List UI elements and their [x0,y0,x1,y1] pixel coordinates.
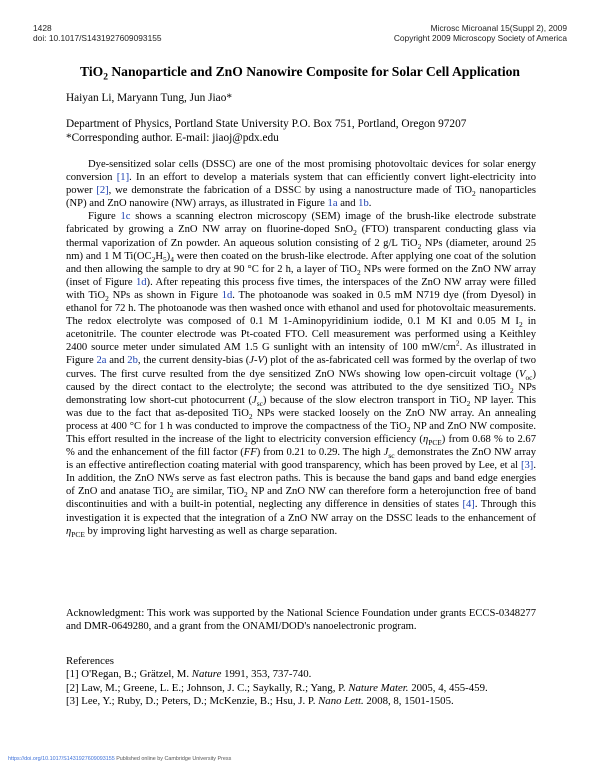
figure-link-2b[interactable]: 2b [127,355,138,367]
page-number: 1428 [33,23,52,33]
figure-link-1a[interactable]: 1a [327,198,338,210]
references-heading: References [66,655,114,667]
ref-link-4[interactable]: [4] [462,499,475,511]
references [66,655,488,709]
ref-link-2[interactable]: [2] [96,185,109,197]
footer-text: Published online by Cambridge University Press [114,756,232,762]
header-left [33,23,162,43]
header-right [394,23,567,43]
paper-title: TiO$_2$ Nanoparticle and ZnO Nanowire Composite for Solar Cell Application [80,64,520,83]
figure-link-1c[interactable]: 1c [120,211,131,223]
affiliation [66,118,466,145]
reference-item: [1] O'Regan, B.; Grätzel, M. Nature 1991, 353, 737-740. [66,668,312,681]
doi: doi: 10.1017/S1431927609093155 [33,33,162,43]
figure-link-1d-inset[interactable]: 1d [135,276,147,288]
paragraph-1: Dye-sensitized solar cells (DSSC) are one of the most promising photovoltaic devices for solar energy conversion [1]. In an effort to develop a materials system that can efficiently convert light-electricity into power [2], we demonstrate the fabrication of a DSSC by using a nanostructure made of TiO$_2$ nanoparticles (NP) and ZnO nanowire (NW) arrays, as illustrated in Figure 1a and 1b. [66,159,537,210]
copyright: Copyright 2009 Microscopy Society of America [393,33,567,43]
ref-link-3[interactable]: [3] [520,460,534,472]
affiliation-line: Department of Physics, Portland State University P.O. Box 751, Portland, Oregon 97207 [66,118,467,130]
figure-link-1d[interactable]: 1d [221,289,233,301]
body-text [66,158,536,538]
paragraph-2: Figure 1c shows a scanning electron microscopy (SEM) image of the brush-like electrode substrate fabricated by growing a ZnO NW array on fluorine-doped SnO$_2$ (FTO) transparent conducting glass via thermal vaporization of Zn powder. An aqueous solution consisting of 2 g/L TiO$_2$ NPs (diameter, around 25 nm) and 1 M $Ti(OC_2H_5)_4$ were then coated on the brush-like electrode. After applying one coat of the solution and then allowing the sample to dry at 90 °C for 2 h, a layer of TiO$_2$ NPs were formed on the ZnO NW array (inset of Figure 1d). After repeating this process five times, the interspaces of the ZnO NW array were filled with TiO$_2$ NPs as shown in Figure 1d. The photoanode was soaked in 0.5 mM N719 dye (from Dyesol) in ethanol for 72 h. The photoanode was then washed once with ethanol and used for photovoltaic measurements. The redox electrolyte was composed of 0.1 M 1-Aminopyridinium iodide, 0.1 M KI and 0.05 M $I_2$ in acetonitrile. The counter electrode was Pt-coated FTO. Cell measurement was performed using a Keithley 2400 source meter under simulated AM 1.5 G sunlight with an intensity of 100 $mW/cm^2$. As illustrated in Figure 2a and 2b, the current density-bias (J-V) plot of the as-fabricated cell was formed by the overlap of two curves. The first curve resulted from the dye sensitized ZnO NWs showing low open-circuit voltage $(V_{oc})$ caused by the direct contact to the electrolyte; the second was attributed to the dye sensitized TiO$_2$ NPs demonstrating low short-cut photocurrent $(J_{sc})$ because of the slow electron transport in TiO$_2$ NP layer. This was due to the fact that as-deposited TiO$_2$ NPs were stacked loosely on the ZnO NW array. An annealing process at 400 °C for 1 h was conducted to improve the compactness of the TiO$_2$ NP and ZnO NW composite. This effort resulted in the increase of the light to electricity conversion efficiency $(\eta_{PCE})$ from 0.68 % to 2.67 % and the enhancement of the fill factor (FF) from 0.21 to 0.29. The high $J_{sc}$ demonstrates the ZnO NW array is an effective antireflection coating material with good transparency, which has been proved by Lee, et al [3]. In addition, the ZnO NWs serve as fast electron paths. This is because the band gaps and band edge energies of ZnO and anatase TiO$_2$ are similar, TiO$_2$ NP and ZnO NW can therefore form a heterojunction free of band discontinuities and with a built-in potential, neglecting any difference in densities of states [4]. Through this investigation it is expected that the integration of a ZnO NW array on the DSSC leads to the enhancement of $\eta_{PCE}$ by improving light harvesting as well as charge separation. [66,211,537,539]
figure-link-1b[interactable]: 1b [358,198,369,210]
figure-link-2a[interactable]: 2a [96,355,107,367]
ref-link-1[interactable]: [1] [116,172,130,184]
footer-doi-link[interactable]: https://doi.org/10.1017/S1431927609093155 [8,756,115,762]
corresponding-author: *Corresponding author. E-mail: jiaoj@pdx.edu [66,131,279,144]
reference-item: [3] Lee, Y.; Ruby, D.; Peters, D.; McKenzie, B.; Hsu, J. P. Nano Lett. 2008, 8, 1501-1505. [66,695,454,708]
authors: Haiyan Li, Maryann Tung, Jun Jiao* [66,92,232,104]
footer [8,756,231,762]
acknowledgment: Acknowledgment: This work was supported by the National Science Foundation under grants ECCS-0348277 and DMR-0649280, and a grant from the ONAMI/DOD's nanoelectronic program. [66,608,536,633]
journal-citation: Microsc Microanal 15(Suppl 2), 2009 [430,23,567,33]
reference-item: [2] Law, M.; Greene, L. E.; Johnson, J. C.; Saykally, R.; Yang, P. Nature Mater. 2005, 4, 455-459. [66,681,488,694]
